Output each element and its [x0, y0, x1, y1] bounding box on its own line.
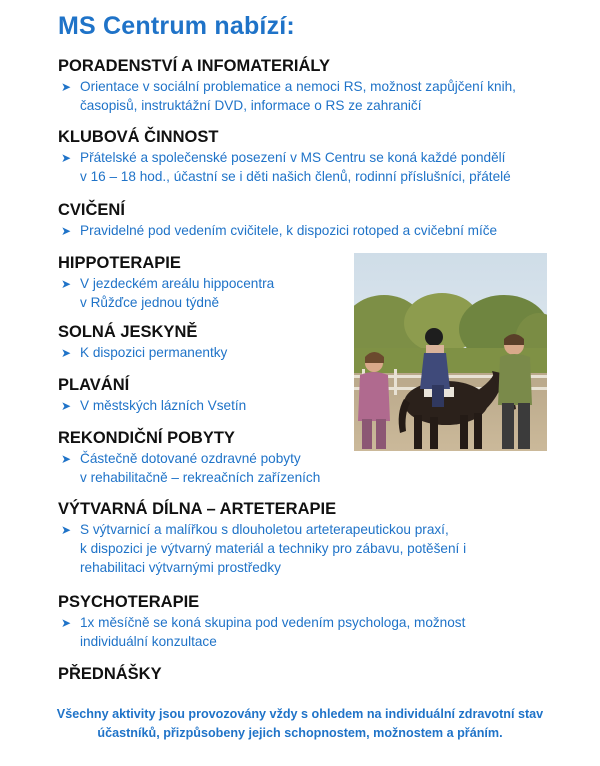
- bullet-item: [58, 343, 227, 362]
- item-text: Přátelské a společenské posezení v MS Centru se koná každé pondělí: [80, 150, 506, 165]
- bullet-item: [58, 274, 274, 312]
- item-text: K dispozici permanentky: [80, 345, 228, 360]
- bullet-item: [58, 449, 320, 487]
- section-heading: CVIČENÍ: [58, 201, 125, 219]
- arrow-bullet-icon: ➤: [61, 151, 72, 165]
- item-text: Pravidelné pod vedením cvičitele, k dispozici rotoped a cvičební míče: [80, 223, 498, 238]
- item-text: rehabilitaci výtvarnými prostředky: [80, 560, 281, 575]
- bullet-item: [58, 613, 465, 651]
- section-heading: PSYCHOTERAPIE: [58, 593, 200, 611]
- photo-illustration: [354, 253, 547, 451]
- section-psychoterapie: [58, 592, 465, 651]
- footer-note: [30, 705, 570, 743]
- section-cviceni: [58, 200, 497, 240]
- item-text: k dispozici je výtvarný materiál a techniky pro zábavu, potěšení i: [80, 541, 467, 556]
- arrow-bullet-icon: ➤: [61, 399, 72, 413]
- bullet-item: [58, 520, 466, 577]
- section-heading: PLAVÁNÍ: [58, 376, 130, 394]
- bullet-item: [58, 148, 511, 186]
- item-text: individuální konzultace: [80, 634, 217, 649]
- section-heading: HIPPOTERAPIE: [58, 254, 181, 272]
- arrow-bullet-icon: ➤: [61, 277, 72, 291]
- arrow-bullet-icon: ➤: [61, 616, 72, 630]
- section-heading: PORADENSTVÍ A INFOMATERIÁLY: [58, 57, 330, 75]
- item-text: Částečně dotované ozdravné pobyty: [80, 451, 301, 466]
- arrow-bullet-icon: ➤: [61, 80, 72, 94]
- bullet-item: [58, 396, 246, 415]
- bullet-item: [58, 221, 497, 240]
- arrow-bullet-icon: ➤: [61, 346, 72, 360]
- section-solna-jeskyne: [58, 322, 227, 362]
- section-rekondicni-pobyty: [58, 428, 320, 487]
- item-text: V městských lázních Vsetín: [80, 398, 247, 413]
- hippotherapy-horse-photo: [354, 253, 547, 451]
- section-poradenstvi: [58, 56, 516, 115]
- item-text: Orientace v sociální problematice a nemoci RS, možnost zapůjčení knih,: [80, 79, 516, 94]
- footer-line: Všechny aktivity jsou provozovány vždy s ohledem na individuální zdravotní stav: [56, 707, 544, 721]
- section-heading: PŘEDNÁŠKY: [58, 665, 162, 683]
- section-prednasky: [58, 664, 162, 684]
- arrow-bullet-icon: ➤: [61, 452, 72, 466]
- item-text: v Růžďce jednou týdně: [80, 295, 220, 310]
- footer-line: účastníků, přizpůsobeny jejich schopnostem, možnostem a přáním.: [97, 726, 503, 740]
- section-plavani: [58, 375, 246, 415]
- section-hippoterapie: [58, 253, 274, 312]
- section-heading: SOLNÁ JESKYNĚ: [58, 323, 198, 341]
- section-klubova-cinnost: [58, 127, 511, 186]
- section-vytvarna-dilna: [58, 499, 466, 577]
- arrow-bullet-icon: ➤: [61, 224, 72, 238]
- item-text: S výtvarnicí a malířkou s dlouholetou arteterapeutickou praxí,: [80, 522, 449, 537]
- arrow-bullet-icon: ➤: [61, 523, 72, 537]
- item-text: V jezdeckém areálu hippocentra: [80, 276, 275, 291]
- item-text: 1x měsíčně se koná skupina pod vedením psychologa, možnost: [80, 615, 466, 630]
- section-heading: KLUBOVÁ ČINNOST: [58, 128, 219, 146]
- item-text: v rehabilitačně – rekreačních zařízeních: [80, 470, 321, 485]
- section-heading: VÝTVARNÁ DÍLNA – ARTETERAPIE: [58, 500, 337, 518]
- bullet-item: [58, 77, 516, 115]
- item-text: v 16 – 18 hod., účastní se i děti našich členů, rodinní příslušníci, přátelé: [80, 169, 511, 184]
- item-text: časopisů, instruktážní DVD, informace o RS ze zahraničí: [80, 98, 422, 113]
- page-title: MS Centrum nabízí:: [58, 12, 295, 40]
- section-heading: REKONDIČNÍ POBYTY: [58, 429, 235, 447]
